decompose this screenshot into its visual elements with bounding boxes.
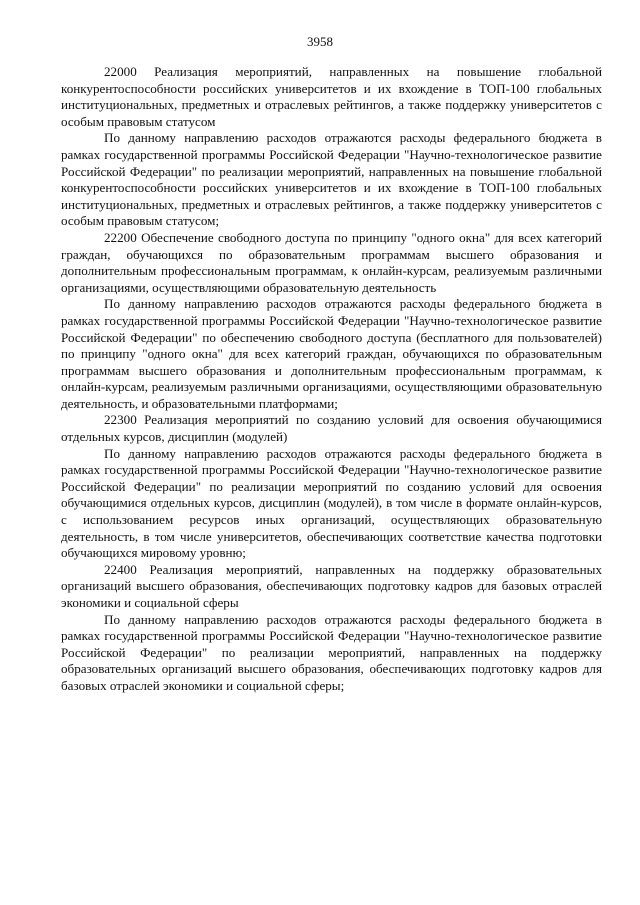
paragraph-22300-description: По данному направлению расходов отражаются расходы федерального бюджета в рамках государственной программы Российской Федерации "Научно-технологическое развитие Российской Федерации" по реализации мероприятий по созданию условий для освоения обучающимися отдельных курсов, дисциплин (модулей), в том числе в формате онлайн-курсов, с использованием ресурсов иных организаций, осуществляющих образовательную деятельность, в том числе университетов, обеспечивающих соответствие качества подготовки обучающихся мировому уровню; (61, 445, 602, 561)
paragraph-22400-description: По данному направлению расходов отражаются расходы федерального бюджета в рамках государственной программы Российской Федерации "Научно-технологическое развитие Российской Федерации" по реализации мероприятий, направленных на поддержку образовательных организаций высшего образования, обеспечивающих подготовку кадров для базовых отраслей экономики и социальной сферы; (61, 611, 602, 693)
page-body (61, 64, 602, 695)
paragraph-22000-description: По данному направлению расходов отражаются расходы федерального бюджета в рамках государственной программы Российской Федерации "Научно-технологическое развитие Российской Федерации" по реализации мероприятий, направленных на повышение глобальной конкурентоспособности российских университетов и их вхождение в ТОП-100 глобальных институциональных, предметных и отраслевых рейтингов, а также поддержку университетов с особым правовым статусом; (61, 130, 602, 229)
paragraph-22000-heading: 22000 Реализация мероприятий, направленных на повышение глобальной конкурентоспособности российских университетов и их вхождение в ТОП-100 глобальных институциональных, предметных и отраслевых рейтингов, а также поддержку университетов с особым правовым статусом (61, 64, 602, 129)
paragraph-22400-heading: 22400 Реализация мероприятий, направленных на поддержку образовательных организаций высшего образования, обеспечивающих подготовку кадров для базовых отраслей экономики и социальной сферы (61, 561, 602, 610)
page-number: 3958 (307, 34, 333, 49)
paragraph-22300-heading: 22300 Реализация мероприятий по созданию условий для освоения обучающимися отдельных курсов, дисциплин (модулей) (61, 412, 602, 445)
paragraph-22200-description: По данному направлению расходов отражаются расходы федерального бюджета в рамках государственной программы Российской Федерации "Научно-технологическое развитие Российской Федерации" по обеспечению свободного доступа (бесплатного для пользователей) по принципу "одного окна" для всех категорий граждан, обучающихся по образовательным программам высшего образования и дополнительным профессиональным программам, к онлайн-курсам, реализуемым различными организациями, осуществляющими образовательную деятельность, и образовательными платформами; (61, 296, 602, 411)
paragraph-22200-heading: 22200 Обеспечение свободного доступа по принципу "одного окна" для всех категорий граждан, обучающихся по образовательным программам высшего образования и дополнительным профессиональным программам, к онлайн-курсам, реализуемым различными организациями, осуществляющими образовательную деятельность (61, 229, 602, 295)
